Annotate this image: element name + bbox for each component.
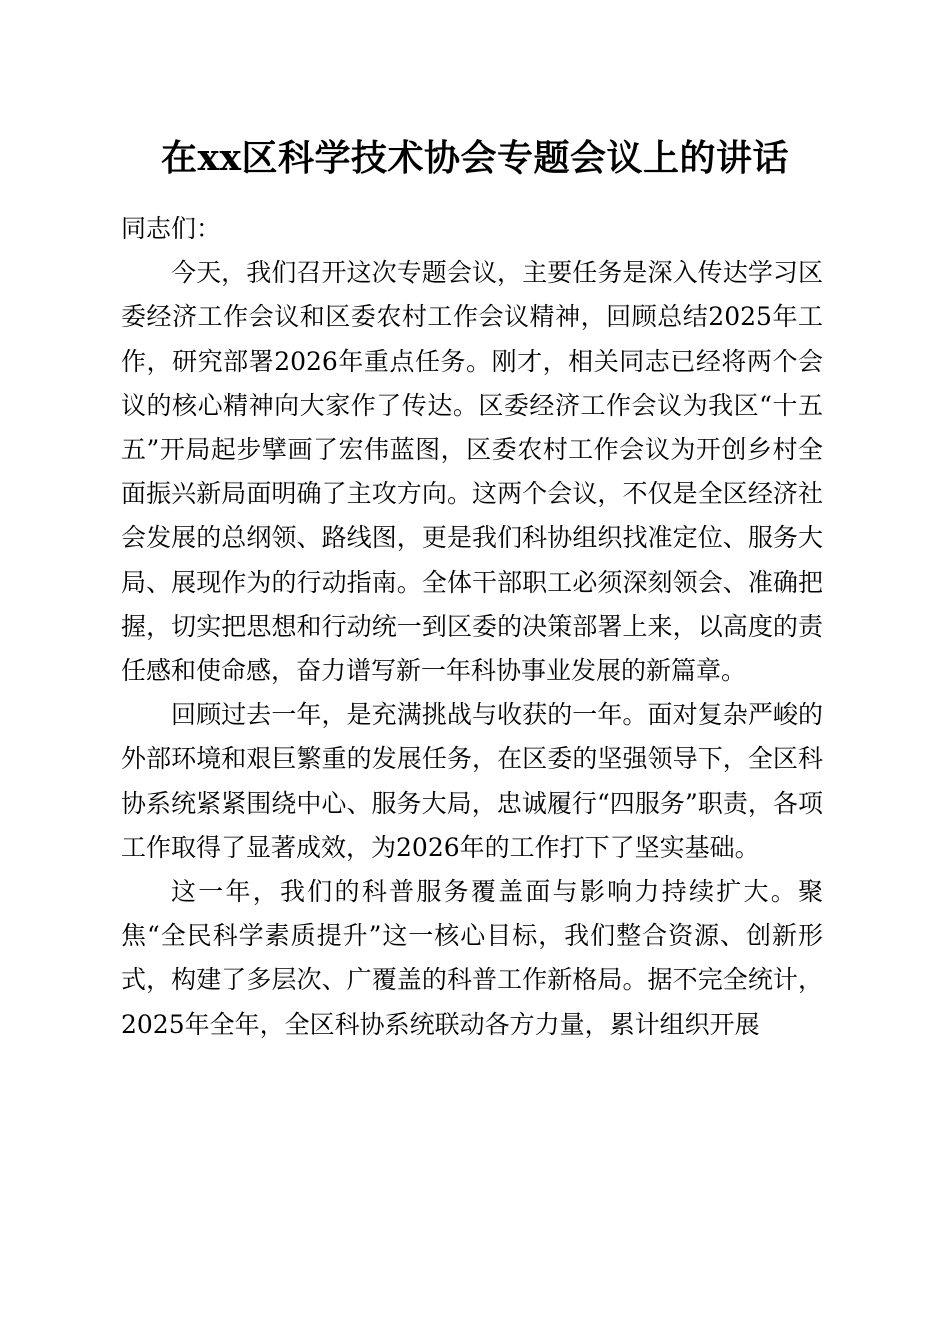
paragraph-3: 这一年，我们的科普服务覆盖面与影响力持续扩大。聚焦“全民科学素质提升”这一核心目标，我们整合资源、创新形式，构建了多层次、广覆盖的科普工作新格局。据不完全统计，2025年全年，全区科协系统联动各方力量，累计组织开展 <box>121 877 823 1039</box>
paragraph-1: 今天，我们召开这次专题会议，主要任务是深入传达学习区委经济工作会议和区委农村工作会议精神，回顾总结2025年工作，研究部署2026年重点任务。刚才，相关同志已经将两个会议的核心精神向大家作了传达。区委经济工作会议为我区“十五五”开局起步擘画了宏伟蓝图，区委农村工作会议为开创乡村全面振兴新局面明确了主攻方向。这两个会议，不仅是全区经济社会发展的总纲领、路线图，更是我们科协组织找准定位、服务大局、展现作为的行动指南。全体干部职工必须深刻领会、准确把握，切实把思想和行动统一到区委的决策部署上来，以高度的责任感和使命感，奋力谱写新一年科协事业发展的新篇章。 <box>121 258 823 686</box>
paragraph-2: 回顾过去一年，是充满挑战与收获的一年。面对复杂严峻的外部环境和艰巨繁重的发展任务，在区委的坚强领导下，全区科协系统紧紧围绕中心、服务大局，忠诚履行“四服务”职责，各项工作取得了显著成效，为2026年的工作打下了坚实基础。 <box>121 700 823 862</box>
document-title: 在xx区科学技术协会专题会议上的讲话 <box>161 137 789 179</box>
salutation: 同志们： <box>121 214 222 243</box>
document-body <box>121 207 823 1047</box>
